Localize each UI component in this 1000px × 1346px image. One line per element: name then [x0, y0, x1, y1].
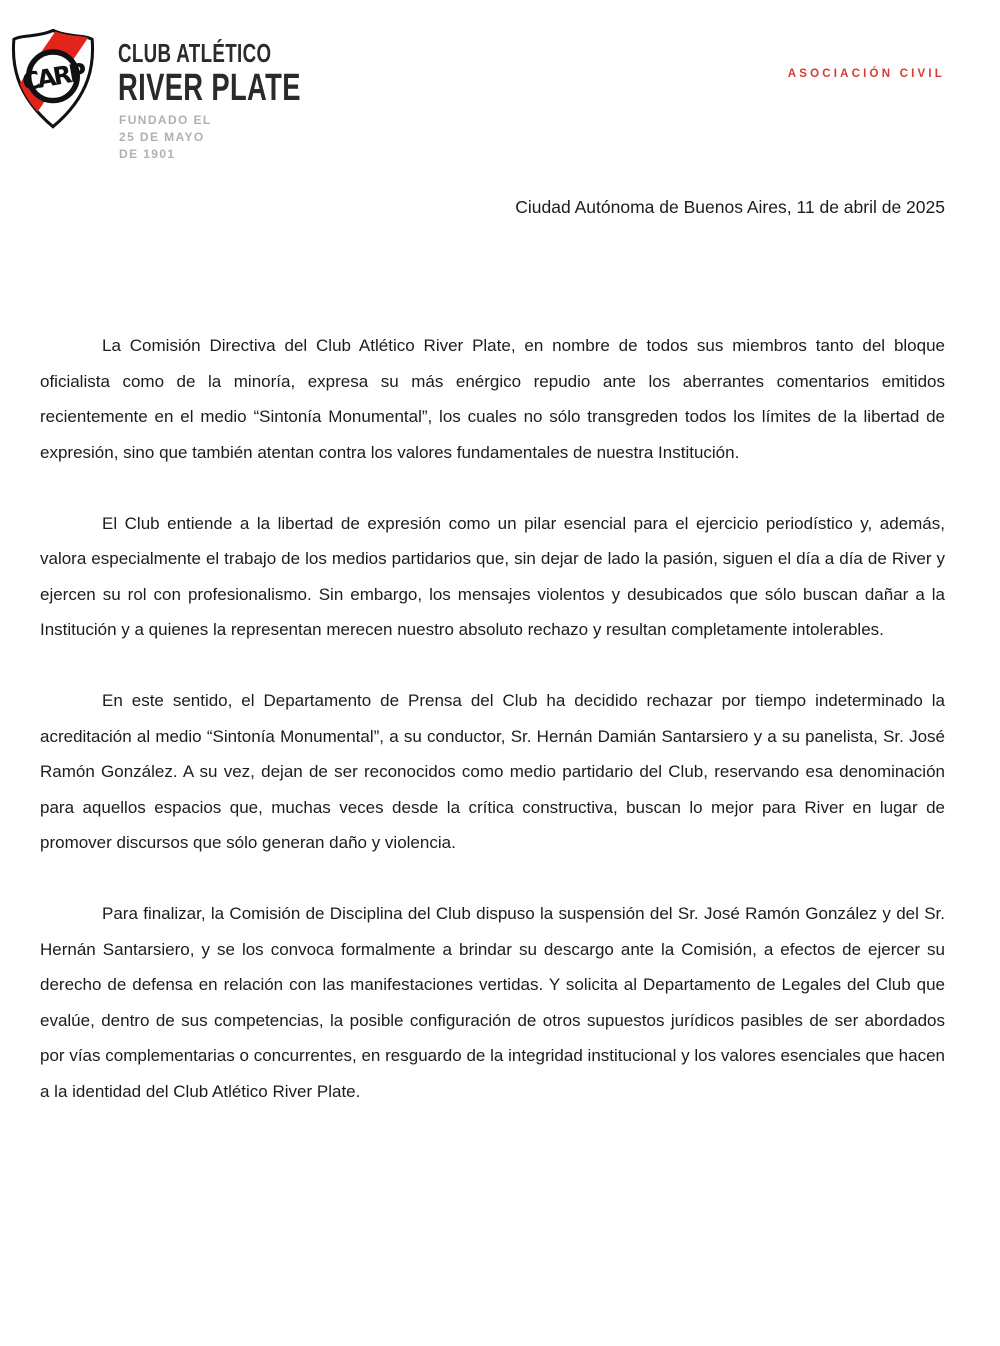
paragraph-3: En este sentido, el Departamento de Prensa del Club ha decidido rechazar por tiempo indeterminado la acreditación al medio “Sintonía Monumental”, a su conductor, Sr. Hernán Damián Santarsiero y a su panelista, Sr. José Ramón González. A su vez, dejan de ser reconocidos como medio partidario del Club, reservando esa denominación para aquellos espacios que, muchas veces desde la crítica constructiva, buscan lo mejor para River en lugar de promover discursos que sólo generan daño y violencia.	[40, 691, 945, 852]
river-plate-crest-icon	[8, 16, 98, 142]
founded-line: DE 1901	[119, 147, 176, 161]
club-name-line2: RIVER PLATE	[118, 67, 301, 109]
club-name-line1: CLUB ATLÉTICO	[118, 38, 272, 68]
association-label: ASOCIACIÓN CIVIL	[787, 68, 945, 80]
founded-line: 25 DE MAYO	[119, 130, 205, 144]
club-wordmark	[118, 40, 372, 107]
founded-line: FUNDADO EL	[119, 113, 212, 127]
paragraph-4: Para finalizar, la Comisión de Disciplina del Club dispuso la suspensión del Sr. José Ramón González y del Sr. Hernán Santarsiero, y se los convoca formalmente a brindar su descargo ante la Comisión, a efectos de ejercer su derecho de defensa en relación con las manifestaciones vertidas. Y solicita al Departamento de Legales del Club que evalúe, dentro de sus competencias, la posible configuración de otros supuestos jurídicos pasibles de ser abordados por vías complementarias o concurrentes, en resguardo de la integridad institucional y los valores esenciales que hacen a la identidad del Club Atlético River Plate.	[40, 904, 945, 1101]
paragraph-1: La Comisión Directiva del Club Atlético River Plate, en nombre de todos sus miembros tanto del bloque oficialista como de la minoría, expresa su más enérgico repudio ante los aberrantes comentarios emitidos recientemente en el medio “Sintonía Monumental”, los cuales no sólo transgreden todos los límites de la libertad de expresión, sino que también atentan contra los valores fundamentales de nuestra Institución.	[40, 336, 945, 462]
dateline: Ciudad Autónoma de Buenos Aires, 11 de abril de 2025	[515, 197, 945, 217]
carp-monogram: CARP	[19, 57, 87, 97]
paragraph-2: El Club entiende a la libertad de expresión como un pilar esencial para el ejercicio periodístico y, además, valora especialmente el trabajo de los medios partidarios que, sin dejar de lado la pasión, siguen el día a día de River y ejercen su rol con profesionalismo. Sin embargo, los mensajes violentos y desubicados que sólo buscan dañar a la Institución y a quienes la representan merecen nuestro absoluto rechazo y resultan completamente intolerables.	[40, 513, 945, 639]
letterhead	[0, 0, 1000, 160]
founded-caption	[119, 112, 212, 163]
letter-body	[40, 328, 945, 1109]
